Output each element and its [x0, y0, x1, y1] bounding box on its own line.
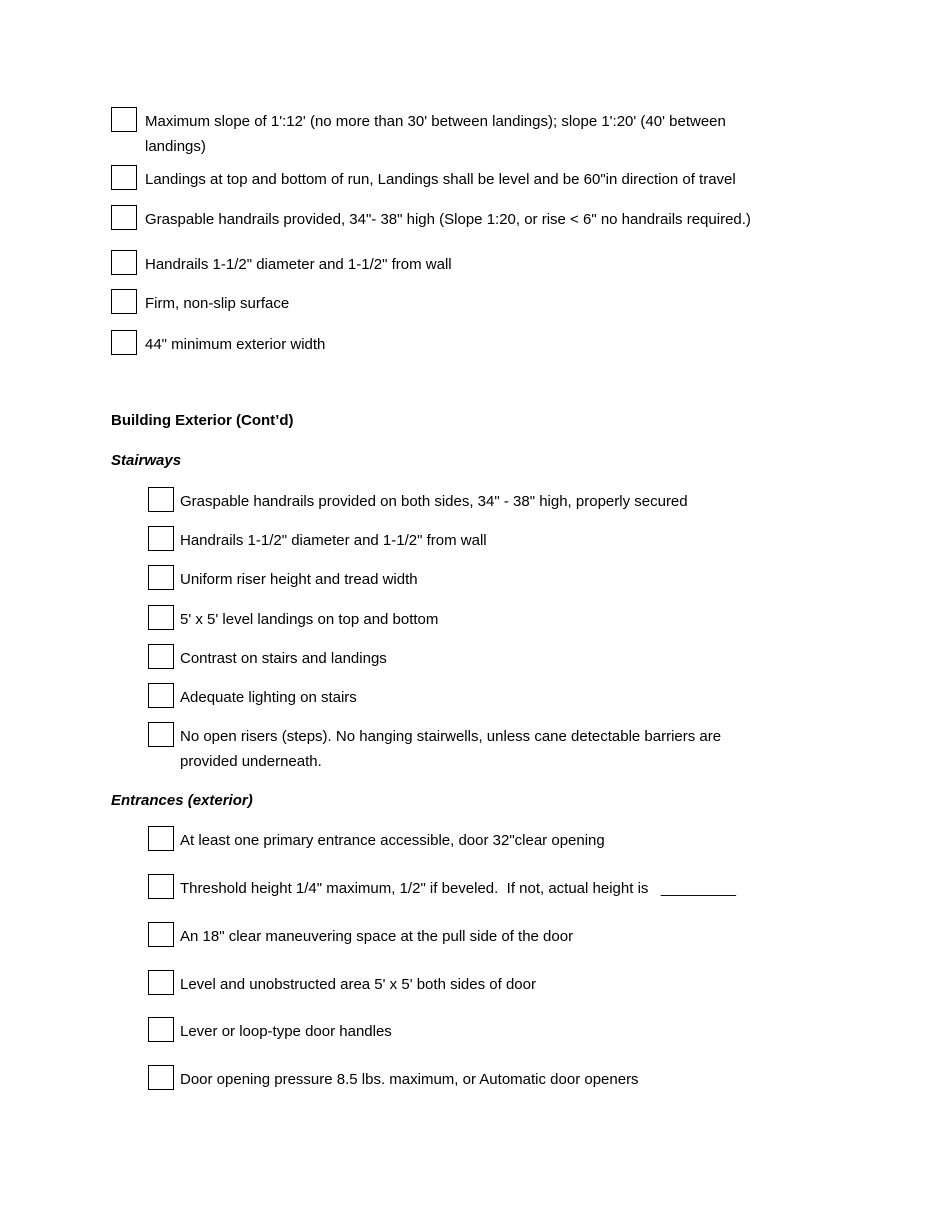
ramp-item-label: Firm, non-slip surface	[145, 295, 290, 312]
stairways-item	[148, 722, 788, 774]
stairways-item	[148, 565, 418, 593]
stairways-item	[148, 605, 438, 633]
checkbox[interactable]	[148, 565, 174, 590]
entrances-item-label: Level and unobstructed area 5' x 5' both sides of door	[180, 976, 536, 993]
entrances-item	[148, 874, 736, 902]
entrances-item	[148, 922, 573, 950]
checkbox[interactable]	[111, 330, 137, 355]
stairways-item	[148, 487, 688, 515]
checkbox[interactable]	[111, 205, 137, 230]
checkbox[interactable]	[148, 1065, 174, 1090]
ramp-item-label: Handrails 1-1/2" diameter and 1-1/2" from wall	[145, 256, 452, 273]
stairways-item-label: Uniform riser height and tread width	[180, 571, 418, 588]
ramp-item	[111, 289, 289, 317]
entrances-item	[148, 1065, 639, 1093]
checkbox[interactable]	[148, 826, 174, 851]
ramp-item-label: Maximum slope of 1':12' (no more than 30' between landings); slope 1':20' (40' between landings)	[145, 113, 726, 155]
section-title: Building Exterior (Cont’d)	[111, 412, 294, 429]
ramp-item	[111, 205, 751, 233]
checkbox[interactable]	[148, 644, 174, 669]
checkbox[interactable]	[111, 289, 137, 314]
stairways-item-label: 5' x 5' level landings on top and bottom	[180, 611, 439, 628]
entrances-item-label: Threshold height 1/4" maximum, 1/2" if beveled. If not, actual height is _________	[180, 880, 736, 897]
stairways-title: Stairways	[111, 452, 182, 469]
entrances-item-label: At least one primary entrance accessible, door 32"clear opening	[180, 832, 605, 849]
checkbox[interactable]	[111, 107, 137, 132]
entrances-title: Entrances (exterior)	[111, 792, 253, 809]
entrances-item-label: Door opening pressure 8.5 lbs. maximum, or Automatic door openers	[180, 1071, 639, 1088]
checkbox[interactable]	[148, 1017, 174, 1042]
stairways-item-label: Adequate lighting on stairs	[180, 689, 357, 706]
stairways-item-label: Graspable handrails provided on both sides, 34" - 38" high, properly secured	[180, 493, 688, 510]
entrances-item-label: An 18" clear maneuvering space at the pull side of the door	[180, 928, 574, 945]
ramp-item	[111, 250, 452, 278]
checkbox[interactable]	[148, 722, 174, 747]
ramp-item	[111, 330, 325, 358]
stairways-item-label: Handrails 1-1/2" diameter and 1-1/2" from wall	[180, 532, 487, 549]
checkbox[interactable]	[111, 165, 137, 190]
checkbox[interactable]	[148, 922, 174, 947]
stairways-item	[148, 526, 487, 554]
checkbox[interactable]	[148, 526, 174, 551]
checkbox[interactable]	[148, 683, 174, 708]
entrances-item-label: Lever or loop-type door handles	[180, 1023, 392, 1040]
stairways-item-label: Contrast on stairs and landings	[180, 650, 387, 667]
ramp-item-label: Landings at top and bottom of run, Landings shall be level and be 60"in direction of travel	[145, 171, 736, 188]
checkbox[interactable]	[148, 970, 174, 995]
entrances-item	[148, 970, 536, 998]
ramp-item	[111, 165, 736, 193]
entrances-item	[148, 826, 605, 854]
stairways-item-label: No open risers (steps). No hanging stairwells, unless cane detectable barriers are provided underneath.	[180, 728, 722, 770]
entrances-item	[148, 1017, 392, 1045]
stairways-item	[148, 644, 387, 672]
checkbox[interactable]	[148, 487, 174, 512]
ramp-item-label: 44" minimum exterior width	[145, 336, 326, 353]
ramp-item-label: Graspable handrails provided, 34"- 38" high (Slope 1:20, or rise < 6" no handrails required.)	[145, 211, 751, 228]
ramp-item	[111, 107, 791, 159]
stairways-item	[148, 683, 357, 711]
checkbox[interactable]	[148, 605, 174, 630]
checkbox[interactable]	[148, 874, 174, 899]
checkbox[interactable]	[111, 250, 137, 275]
